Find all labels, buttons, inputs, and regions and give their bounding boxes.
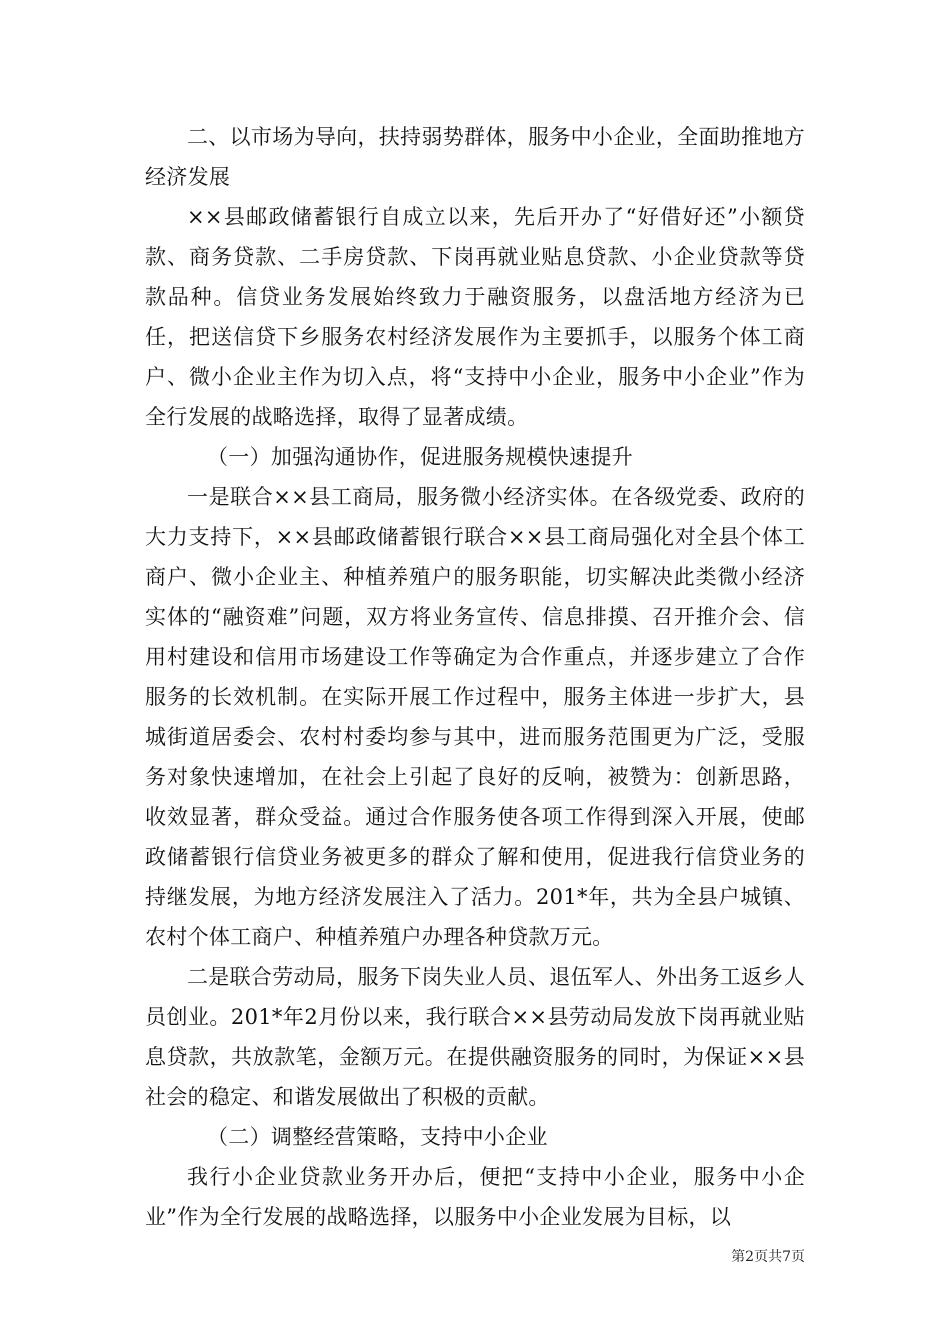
body-paragraph: 二是联合劳动局，服务下岗失业人员、退伍军人、外出务工返乡人员创业。201*年2月份以来，我行联合××县劳动局发放下岗再就业贴息贷款，共放款笔，金额万元。在提供融资服务的同时，为保证××县社会的稳定、和谐发展做出了积极的贡献。 xyxy=(145,965,805,1109)
body-paragraph: ××县邮政储蓄银行自成立以来，先后开办了“好借好还”小额贷款、商务贷款、二手房贷款、下岗再就业贴息贷款、小企业贷款等贷款品种。信贷业务发展始终致力于融资服务，以盘活地方经济为已任，把送信贷下乡服务农村经济发展作为主要抓手，以服务个体工商户、微小企业主作为切入点，将“支持中小企业，服务中小企业”作为全行发展的战略选择，取得了显著成绩。 xyxy=(145,205,805,429)
subsection-heading: （二）调整经营策略，支持中小企业 xyxy=(207,1125,548,1149)
section-heading: 二、以市场为导向，扶持弱势群体，服务中小企业，全面助推地方经济发展 xyxy=(145,125,805,189)
body-paragraph: 一是联合××县工商局，服务微小经济实体。在各级党委、政府的大力支持下，××县邮政储蓄银行联合××县工商局强化对全县个体工商户、微小企业主、种植养殖户的服务职能，切实解决此类微小经济实体的“融资难”问题，双方将业务宣传、信息排摸、召开推介会、信用村建设和信用市场建设工作等确定为合作重点，并逐步建立了合作服务的长效机制。在实际开展工作过程中，服务主体进一步扩大，县城街道居委会、农村村委均参与其中，进而服务范围更为广泛，受服务对象快速增加，在社会上引起了良好的反响，被赞为：创新思路，收效显著，群众受益。通过合作服务使各项工作得到深入开展，使邮政储蓄银行信贷业务被更多的群众了解和使用，促进我行信贷业务的持继发展，为地方经济发展注入了活力。201*年，共为全县户城镇、农村个体工商户、种植养殖户办理各种贷款万元。 xyxy=(145,485,805,949)
document-body xyxy=(145,117,805,1237)
page-number-footer: 第2页共7页 xyxy=(731,1249,805,1265)
subsection-heading: （一）加强沟通协作，促进服务规模快速提升 xyxy=(207,445,633,469)
body-paragraph: 我行小企业贷款业务开办后，便把“支持中小企业，服务中小企业”作为全行发展的战略选择，以服务中小企业发展为目标，以 xyxy=(145,1165,805,1229)
